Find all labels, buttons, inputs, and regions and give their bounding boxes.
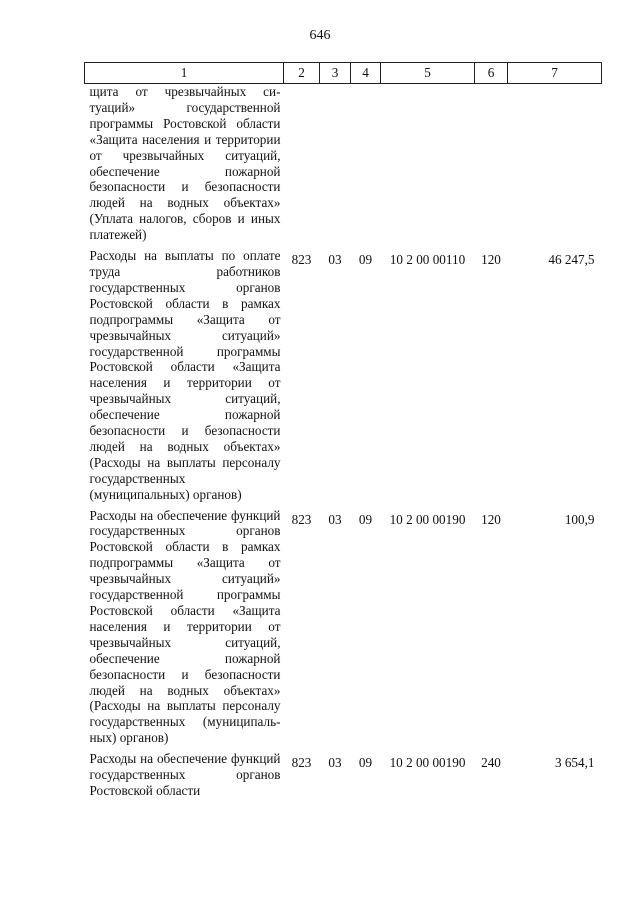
row-section: 03 — [328, 252, 342, 268]
row-section — [320, 84, 351, 249]
table-row — [85, 508, 602, 752]
row-target — [381, 84, 475, 249]
header-row — [85, 63, 602, 84]
row-amount: 46 247,5 — [548, 252, 595, 268]
header-col-3: 3 — [320, 63, 351, 84]
row-target: 10 2 00 00190 — [389, 755, 466, 771]
row-subsection — [351, 84, 381, 249]
row-subsection: 09 — [358, 511, 373, 527]
row-amount: 3 654,1 — [554, 755, 595, 771]
header-col-7: 7 — [508, 63, 602, 84]
row-description: Расходы на обеспечение функций государственных органов Ростовской области — [89, 751, 281, 798]
row-target: 10 2 00 00110 — [389, 252, 466, 268]
row-expense-type: 120 — [481, 252, 501, 268]
row-subsection: 09 — [358, 252, 373, 268]
row-expense-type: 240 — [481, 755, 501, 771]
table-row — [85, 248, 602, 508]
row-section: 03 — [328, 511, 342, 527]
page-number: 646 — [309, 28, 331, 43]
table-row — [85, 84, 602, 249]
row-ministry: 823 — [291, 511, 312, 527]
row-description: Расходы на выплаты по оплате труда работников государственных органов Ростовской области в рамках подпрограммы «Защита от чрезвычайных ситуаций» государственной программы Ростовской области «Защита населения и территории от чрезвычайных ситуаций, обеспечение пожарной безопасности и безопасности людей на водных объектах» (Расходы на выплаты персоналу государственных (муниципальных) органов) — [89, 248, 281, 502]
header-col-1: 1 — [85, 63, 284, 84]
row-ministry: 823 — [291, 252, 312, 268]
header-col-4: 4 — [351, 63, 381, 84]
header-col-6: 6 — [475, 63, 508, 84]
row-target: 10 2 00 00190 — [389, 511, 466, 527]
row-section: 03 — [328, 755, 342, 771]
row-amount — [508, 84, 602, 249]
row-description: Расходы на обеспечение функций государственных органов Ростовской области в рамках подпрограммы «Защита от чрезвычайных ситуаций» государственной программы Ростовской области «Защита населения и территории от чрезвычайных ситуаций, обеспечение пожарной безопасности и безопасности людей на водных объектах» (Расходы на выплаты персоналу государственных (муниципальных) органов) — [89, 507, 281, 746]
budget-table — [84, 62, 602, 804]
row-expense-type — [475, 84, 508, 249]
header-col-2: 2 — [284, 63, 320, 84]
table-row — [85, 751, 602, 804]
row-expense-type: 120 — [481, 511, 501, 527]
row-ministry — [284, 84, 320, 249]
row-ministry: 823 — [291, 755, 312, 771]
header-col-5: 5 — [381, 63, 475, 84]
row-subsection: 09 — [358, 755, 373, 771]
row-amount: 100,9 — [564, 511, 595, 527]
row-description: щита от чрезвычайных ситуаций» государственной программы Ростовской области «Защита населения и территории от чрезвычайных ситуаций, обеспечение пожарной безопасности и безопасности людей на водных объектах» (Уплата налогов, сборов и иных платежей) — [89, 84, 281, 243]
